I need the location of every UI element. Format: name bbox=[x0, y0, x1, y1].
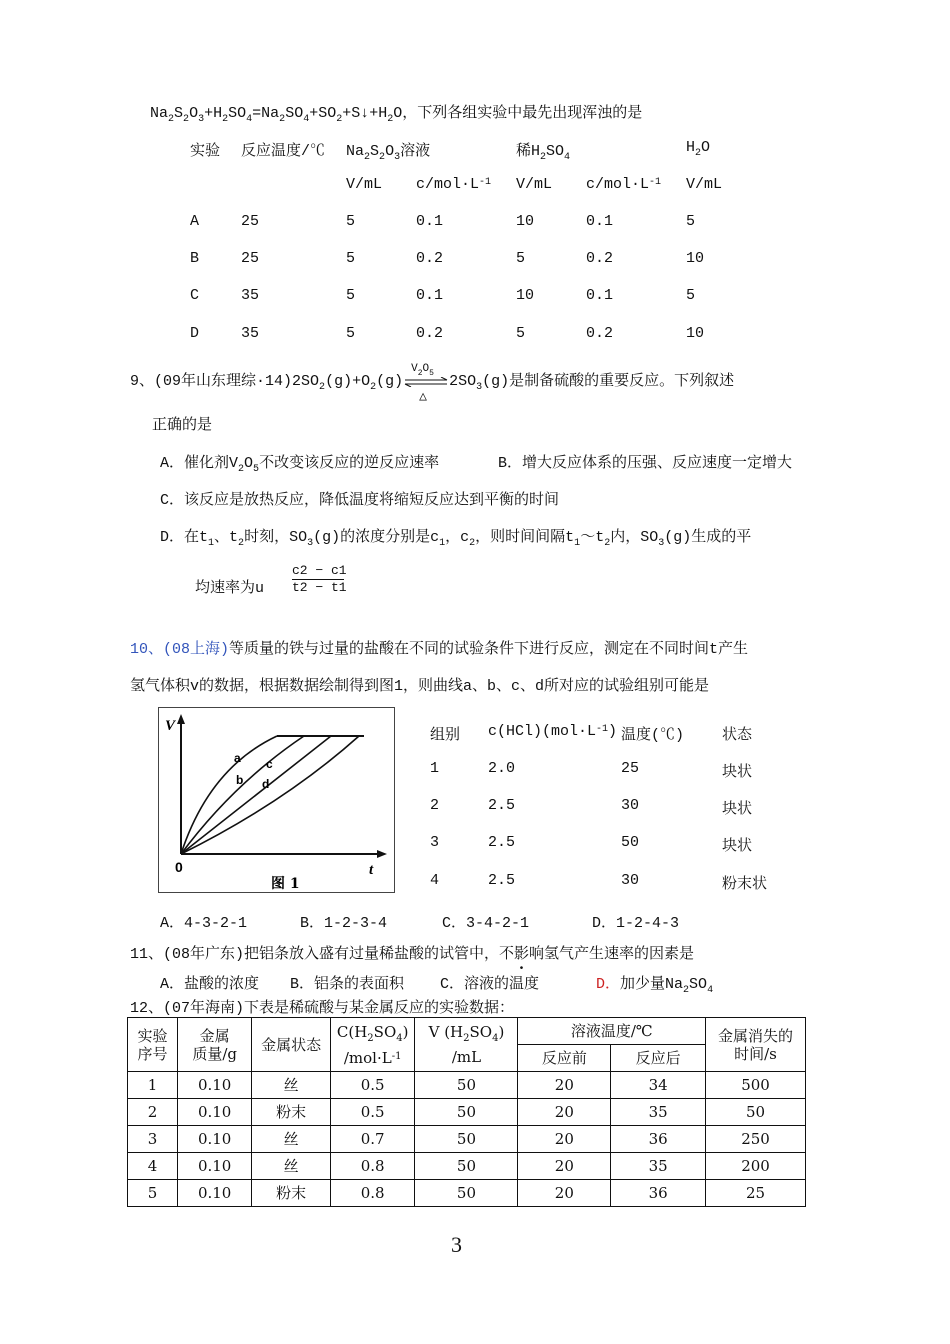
q11-option-a: A．盐酸的浓度 bbox=[160, 976, 260, 993]
q11-option-c: C．溶液的温度 bbox=[440, 976, 540, 993]
reversible-arrow-icon: $V_2O_5$ △ bbox=[403, 373, 449, 389]
q8-equation: $Na_2S_2O_3+H_2SO_4=Na_2SO_4+SO_2+S↓+H_2O$，下列各组实验中最先出现浑浊的是 bbox=[150, 105, 643, 125]
q8-sub-vw: V/mL bbox=[686, 176, 723, 193]
q8-prompt: ，下列各组实验中最先出现浑浊的是 bbox=[402, 105, 643, 122]
q12-h-c: $C(H_2SO_4)$ $/mol\cdot L_{-1}$ bbox=[330, 1018, 415, 1072]
q10-header-state: 状态 bbox=[722, 727, 753, 744]
q8-sub-c2: $c/mol\cdot L_{-1}$ bbox=[586, 176, 662, 193]
q10-header-group: 组别 bbox=[430, 727, 461, 744]
q9-option-b: B．增大反应体系的压强、反应速度一定增大 bbox=[498, 455, 793, 472]
q11-stem: 11、(08年广东)把铝条放入盛有过量稀盐酸的试管中，不影响氢气产生速率的因素是 bbox=[130, 946, 695, 963]
y-axis-label: V bbox=[165, 718, 176, 734]
q10-stem: 10、(08上海)等质量的铁与过量的盐酸在不同的试验条件下进行反应，测定在不同时间t产生 bbox=[130, 641, 749, 658]
q8-header-na2s2o3: $Na_2S_2O_3$溶液 bbox=[346, 143, 431, 163]
q9-option-d: D．在$t_1$、$t_2$时刻，$SO_3(g)$的浓度分别是$c_1$，$c_2$，则时间间隔$t_1\sim t_2$内，$SO_3(g)$生成的平 bbox=[160, 529, 752, 549]
q12-h-before: 反应前 bbox=[518, 1045, 611, 1072]
q10-option-a: A．4-3-2-1 bbox=[160, 915, 248, 932]
q9-option-a: A．催化剂$V_2O_5$不改变该反应的逆反应速率 bbox=[160, 455, 440, 475]
q12-h-time: 金属消失的 时间/s bbox=[706, 1018, 806, 1072]
q10-option-b: B．1-2-3-4 bbox=[300, 915, 388, 932]
q8-header-h2o: $H_2O$ bbox=[686, 139, 711, 159]
q12-row-5: 5 0.10 粉末 0.8 50 20 36 25 bbox=[128, 1180, 806, 1207]
q12-h-temp: 溶液温度/℃ bbox=[518, 1018, 706, 1045]
q12-row-3: 3 0.10 丝 0.7 50 20 36 250 bbox=[128, 1126, 806, 1153]
q10-figure bbox=[158, 707, 395, 893]
curve-b bbox=[181, 736, 304, 854]
q10-stem-line2: 氢气体积v的数据，根据数据绘制得到图1，则曲线a、b、c、d所对应的试验组别可能是 bbox=[130, 678, 710, 695]
q8-sub-v2: V/mL bbox=[516, 176, 553, 193]
q8-header-temp: 反应温度/℃ bbox=[241, 143, 326, 160]
q8-sub-c1: $c/mol\cdot L_{-1}$ bbox=[416, 176, 492, 193]
x-axis-label: t bbox=[369, 862, 374, 878]
curve-c bbox=[181, 736, 331, 854]
q10-option-d: D．1-2-4-3 bbox=[592, 915, 680, 932]
curve-d bbox=[181, 736, 359, 854]
q8-header-exp: 实验 bbox=[190, 143, 221, 160]
q12-table bbox=[127, 1017, 806, 1207]
q9-stem: 9、(09年山东理综$\cdot 14)2SO_2(g)+O_2(g)$ $V_2O_5$ △ $2SO_3(g)$是制备硫酸的重要反应。下列叙述 bbox=[130, 363, 735, 405]
x-axis-arrow-icon bbox=[377, 850, 387, 858]
q12-h-mass: 金属 质量/g bbox=[177, 1018, 251, 1072]
q11-option-d: D．加少量$Na_2SO_4$ bbox=[596, 976, 714, 996]
q12-stem: 12、(07年海南)下表是稀硫酸与某金属反应的实验数据： bbox=[130, 1000, 515, 1017]
y-axis-arrow-icon bbox=[177, 714, 185, 724]
q12-row-2: 2 0.10 粉末 0.5 50 20 35 50 bbox=[128, 1099, 806, 1126]
q8-header-h2so4: 稀$H_2SO_4$ bbox=[516, 143, 571, 163]
q9-option-d-line2: 均速率为u bbox=[195, 580, 265, 597]
q10-option-c: C．3-4-2-1 bbox=[442, 915, 530, 932]
q10-header-temp: 温度(℃) bbox=[621, 727, 685, 744]
q10-header-chcl: $c(HCl)(mol\cdot L_{-1})$ bbox=[488, 723, 618, 740]
q9-option-c: C．该反应是放热反应，降低温度将缩短反应达到平衡的时间 bbox=[160, 492, 560, 509]
q12-row-1: 1 0.10 丝 0.5 50 20 34 500 bbox=[128, 1072, 806, 1099]
page-number: 3 bbox=[451, 1232, 462, 1257]
q12-h-v: V $(H_2SO_4)$ /mL bbox=[415, 1018, 518, 1072]
curve-label-c: c bbox=[266, 757, 273, 771]
q12-h-seq: 实验 序号 bbox=[128, 1018, 178, 1072]
q8-sub-v1: V/mL bbox=[346, 176, 383, 193]
curve-label-b: b bbox=[236, 773, 244, 787]
q12-h-state: 金属状态 bbox=[252, 1018, 331, 1072]
curve-label-a: a bbox=[234, 751, 241, 765]
curve-label-d: d bbox=[262, 777, 270, 791]
figure-caption: 图 1 bbox=[271, 876, 300, 892]
q11-option-b: B．铝条的表面积 bbox=[290, 976, 405, 993]
origin-label: 0 bbox=[175, 859, 183, 875]
q9-line2: 正确的是 bbox=[152, 417, 213, 434]
q9-fraction: c2 − c1 t2 − t1 bbox=[292, 563, 347, 595]
q11-emphasis: 不影响 bbox=[499, 946, 545, 963]
q12-h-after: 反应后 bbox=[611, 1045, 706, 1072]
q12-row-4: 4 0.10 丝 0.8 50 20 35 200 bbox=[128, 1153, 806, 1180]
